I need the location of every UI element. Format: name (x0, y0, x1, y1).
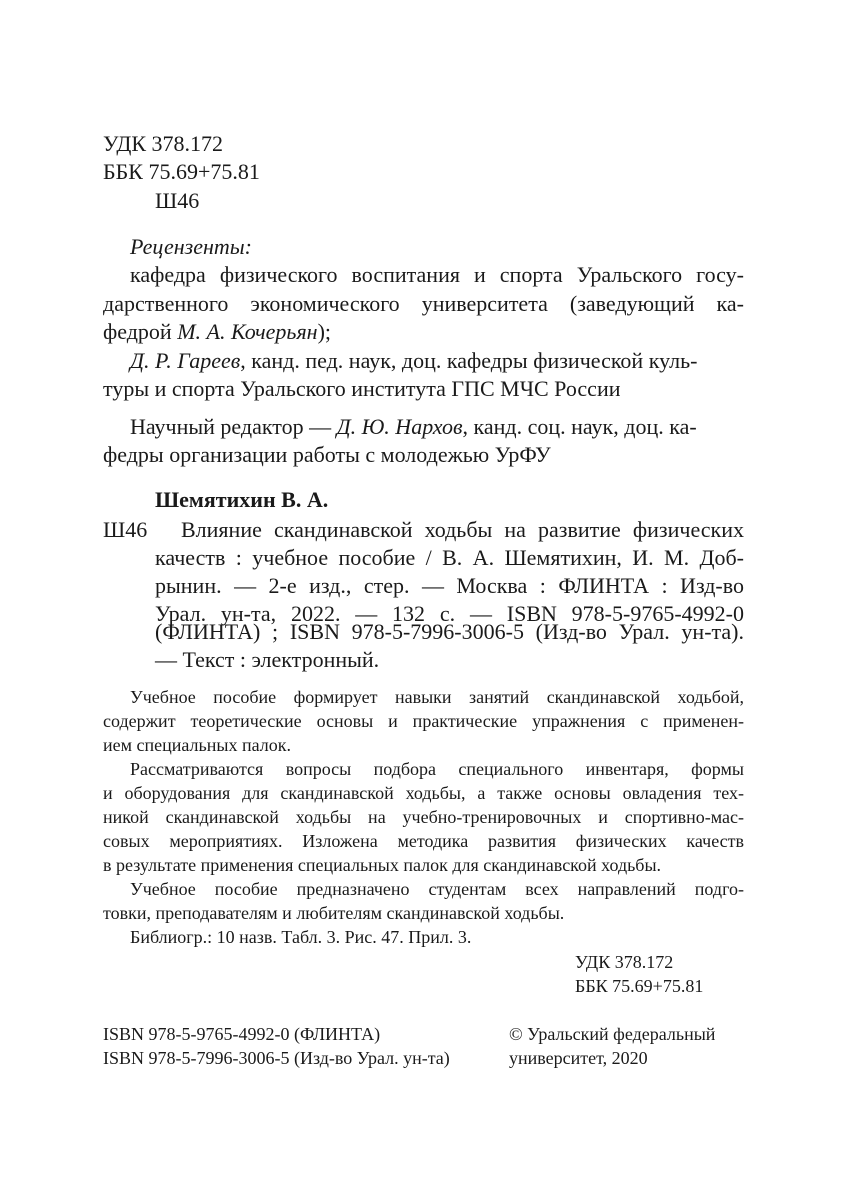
reviewer-1-line-1: кафедра физического воспитания и спорта Уральского госу- (130, 262, 744, 287)
editor-line-1 (130, 413, 697, 441)
catalog-line-2: качеств : учебное пособие / В. А. Шемятихин, И. М. Доб- (155, 545, 744, 570)
udk-code: УДК 378.172 (103, 131, 224, 156)
annotation-line-5: и оборудования для скандинавской ходьбы, а также основы овладения тех- (103, 783, 744, 803)
annotation-line-6: никой скандинавской ходьбы на учебно-тренировочных и спортивно-мас- (103, 807, 744, 827)
editor-prefix: Научный редактор — (130, 414, 337, 439)
reviewer-2-line-2: туры и спорта Уральского института ГПС МЧС России (103, 376, 621, 401)
reviewer-1-line-2: дарственного экономического университета (заведующий ка- (103, 291, 744, 316)
catalog-line-5: (ФЛИНТА) ; ISBN 978-5-7996-3006-5 (Изд-во Урал. ун-та). (155, 619, 744, 644)
editor-name: Д. Ю. Нархов (336, 414, 463, 439)
annotation-line-3: ием специальных палок. (103, 735, 291, 755)
reviewer-2-details: , канд. пед. наук, доц. кафедры физической куль- (240, 348, 698, 373)
annotation-udk: УДК 378.172 (575, 952, 674, 972)
editor-details: , канд. соц. наук, доц. ка- (462, 414, 697, 439)
author-sign: Ш46 (155, 188, 200, 213)
copyright-line-2: университет, 2020 (509, 1048, 648, 1068)
isbn-ural: ISBN 978-5-7996-3006-5 (Изд-во Урал. ун-та) (103, 1048, 450, 1068)
reviewer-1-line-3 (103, 318, 331, 346)
reviewers-heading: Рецензенты: (130, 234, 253, 259)
annotation-line-4: Рассматриваются вопросы подбора специального инвентаря, формы (130, 759, 744, 779)
reviewer-2-line-1 (130, 347, 744, 375)
annotation-line-7: совых мероприятиях. Изложена методика развития физических качеств (103, 831, 744, 851)
catalog-sign: Ш46 (103, 517, 148, 542)
isbn-flinta: ISBN 978-5-9765-4992-0 (ФЛИНТА) (103, 1024, 381, 1044)
annotation-line-2: содержит теоретические основы и практические упражнения с применен- (103, 711, 744, 731)
catalog-line-6: — Текст : электронный. (155, 647, 380, 672)
reviewer-1-line-3-suffix: ); (317, 319, 332, 344)
copyright-line-1: © Уральский федеральный (509, 1024, 716, 1044)
catalog-author-heading: Шемятихин В. А. (155, 487, 329, 512)
annotation-line-10: товки, преподавателям и любителям скандинавской ходьбы. (103, 903, 565, 923)
reviewer-1-head-name: М. А. Кочерьян (177, 319, 318, 344)
annotation-line-11: Библиогр.: 10 назв. Табл. 3. Рис. 47. Прил. 3. (130, 927, 472, 947)
editor-line-2: федры организации работы с молодежью УрФУ (103, 442, 551, 467)
bbk-code: ББК 75.69+75.81 (103, 159, 260, 184)
annotation-line-8: в результате применения специальных палок для скандинавской ходьбы. (103, 855, 662, 875)
catalog-line-1: Влияние скандинавской ходьбы на развитие физических (181, 517, 744, 542)
reviewer-1-line-3-prefix: федрой (103, 319, 178, 344)
catalog-line-3: рынин. — 2-е изд., стер. — Москва : ФЛИНТА : Изд-во (155, 573, 744, 598)
annotation-line-9: Учебное пособие предназначено студентам всех направлений подго- (130, 879, 744, 899)
catalog-line-4: Урал. ун-та, 2022. — 132 с. — ISBN 978-5-9765-4992-0 (155, 601, 744, 626)
annotation-line-1: Учебное пособие формирует навыки занятий скандинавской ходьбой, (130, 687, 744, 707)
reviewer-2-name: Д. Р. Гареев (130, 348, 241, 373)
annotation-bbk: ББК 75.69+75.81 (575, 976, 704, 996)
